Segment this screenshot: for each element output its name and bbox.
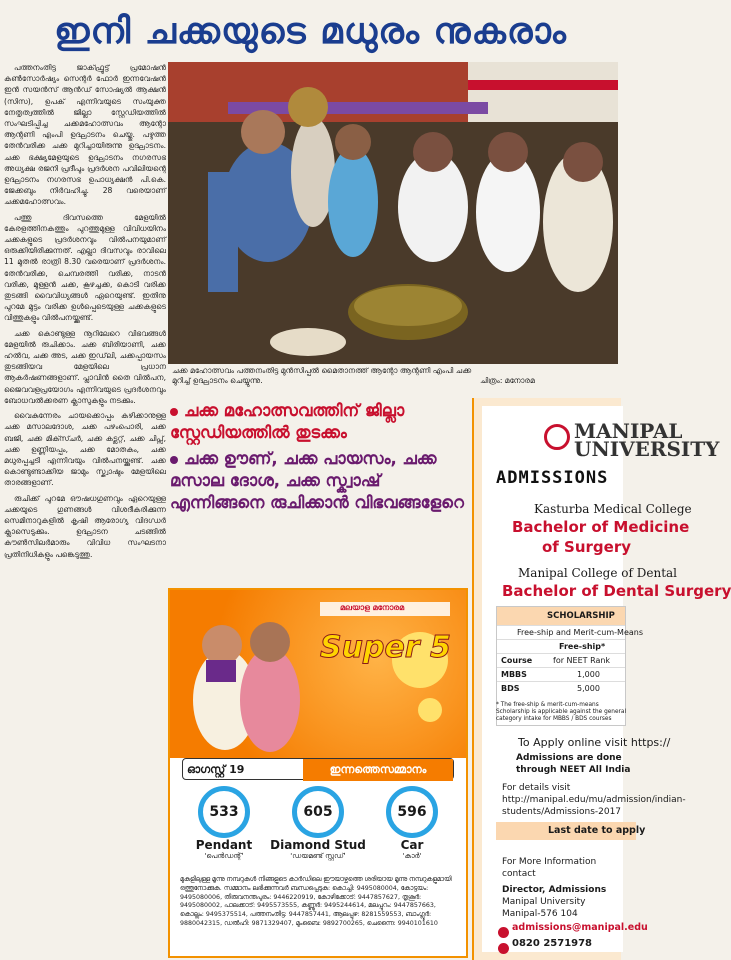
highlight-item [170, 400, 470, 444]
ad-addr-name: Director, Admissions [502, 885, 607, 895]
super5-date-bar [182, 758, 454, 780]
ad-addr-city: Manipal-576 104 [502, 909, 578, 919]
super5-prizes [170, 786, 466, 876]
table-row [497, 653, 625, 667]
super5-prize-title: ഇന്നത്തെസമ്മാനം [303, 759, 453, 781]
ad-note: * The free-ship & merit-cum-means Scholarship is applicable against the general category intake for MBBS / BDS courses [496, 702, 627, 722]
super5-date: ഓഗസ്റ്റ് 19 [187, 763, 245, 776]
row-label: MBBS [501, 670, 527, 679]
super5-banner [170, 590, 466, 758]
prize-item [268, 786, 368, 861]
photo-illustration [168, 62, 618, 364]
ad-logo-text: MANIPAL UNIVERSITY [574, 419, 720, 461]
ad-course-1: Bachelor of Medicine [512, 518, 690, 536]
ad-apply-online[interactable]: To Apply online visit https:// [518, 736, 671, 749]
prize-number: 605 [292, 786, 344, 838]
ad-panel [482, 406, 731, 952]
prize-name-ml: 'കാർ' [402, 852, 422, 860]
row-value: 5,000 [577, 684, 600, 693]
scholarship-subtitle: Free-ship and Merit-cum-Means [497, 625, 625, 639]
ad-course-1b: of Surgery [542, 538, 632, 556]
prize-item [174, 786, 274, 861]
highlights [170, 400, 470, 514]
photo-credit: ചിത്രം: മനോരമ [480, 376, 535, 385]
bullet-dot-icon [170, 456, 178, 464]
prize-item [362, 786, 462, 861]
ad-college-2: Manipal College of Dental [518, 566, 678, 580]
highlight-text: ചക്ക മഹോത്സവത്തിന് ജില്ലാ സ്റ്റേഡിയത്തിൽ തുടക്കം [170, 401, 405, 442]
prize-number: 533 [198, 786, 250, 838]
ad-headline: ADMISSIONS [496, 468, 609, 488]
ad-college-1: Kasturba Medical College [534, 502, 692, 516]
news-photo [168, 62, 618, 364]
scholarship-col-head: Free-ship* [497, 639, 625, 653]
article-paragraph: ചക്ക കൊണ്ടുള്ള നൂറിലേറെ വിഭവങ്ങൾ മേളയിൽ രുചിക്കാം. ചക്ക ബിരിയാണി, ചക്ക ഹൽവ, ചക്ക അട, ചക്ക ഇഡ്‌ലി, ചക്കപ്പായസം തുടങ്ങിയവ മേളയിലെ പ്രധാന ആകർഷണങ്ങളാണ്. പ്ലാവിൻ തൈ വിൽപന, ജൈവവളപ്രയോഗം എന്നിവയുടെ പ്രദർശനവും ബോധവൽക്കരണ ക്ലാസുകളും നടക്കും. [4, 328, 166, 405]
scholarship-title: SCHOLARSHIP [497, 607, 625, 625]
prize-name: Diamond Stud [270, 838, 366, 852]
ad-phone: 0820 2571978 [512, 938, 593, 949]
ad-address [502, 884, 632, 920]
ad-addr-org: Manipal University [502, 897, 586, 907]
ad-contact-head: For More Information contact [502, 857, 597, 879]
article-body [4, 62, 166, 958]
super5-fine-print: മുകളിലുള്ള മൂന്നു നമ്പറുകൾ നിങ്ങളുടെ കാർഡിലെ ഈയാഴ്ചത്തെ ശരിയായ മൂന്നു നമ്പറുകളുമായി ഒത്തുനോക്കുക. സമ്മാനം ലഭിക്കുന്നവർ ബന്ധപ്പെടുക: കൊച്ചി: 9495080004, കോട്ടയം: 9495080006, തിരുവനന്തപുരം: 9446220919, കോഴിക്കോട്: 9447857627, തൃശൂർ: 9495080002, പാലക്കാട്: 9495573555, കണ്ണൂർ: 9495244614, മലപ്പുറം: 9447857663, കൊല്ലം: 9495375514, പത്തനംതിട്ട: 9447857441, ആലപ്പുഴ: 8281559553, ബാംഗ്ലൂർ: 9880042315, ഡൽഹി: 9871329407, മുംബൈ: 9892700265, ചെന്നൈ: 9940101610 [180, 876, 452, 927]
prize-name-ml: 'ഡയമണ്ട് സ്റ്റഡ്' [290, 852, 346, 860]
prize-number: 596 [386, 786, 438, 838]
article-paragraph: പത്തു ദിവസത്തെ മേളയിൽ കേരളത്തിനകത്തും പുറത്തുമുള്ള വിവിധയിനം ചക്കകളുടെ പ്രദർശനവും വിൽപനയുമാണ് ഒരുക്കിയിരിക്കുന്നത്. എല്ലാ ദിവസവും രാവിലെ 11 മുതൽ രാത്രി 8.30 വരെയാണ് പ്രദർശനം. തേൻവരിക്ക, ചെമ്പരത്തി വരിക്ക, നാടൻ വരിക്ക, മുള്ളൻ ചക്ക, കൂഴച്ചക്ക, കൊടി വരിക്ക തുടങ്ങി വൈവിധ്യങ്ങൾ ഏറെയുണ്ട്. ഇതിനു പുറമേ മുട്ടം വരിക്ക ഉൾപ്പെടെയുള്ള ചക്കകളുടെ വിത്തുകളും വിൽപനയ്ക്കുണ്ട്. [4, 212, 166, 323]
highlight-text: ചക്ക ഊണ്, ചക്ക പായസം, ചക്ക മസാല ദോശ, ചക്ക സ്ക്വാഷ് എന്നിങ്ങനെ രുചിക്കാൻ വിഭവങ്ങളേറെ [170, 449, 464, 512]
article-paragraph: രുചിക്ക് പുറമേ ഔഷധഗുണവും ഏറെയുള്ള ചക്കയുടെ ഗുണങ്ങൾ വിശദീകരിക്കുന്ന സെമിനാറുകളിൽ കൃഷി ആരോഗ്യ വിദഗ്ധർ ക്ലാസെടുക്കും. ഉദ്ഘാടന ചടങ്ങിൽ കൗൺസിലർമാരും വിവിധ സംഘടനാ പ്രതിനിധികളും പങ്കെടുത്തു. [4, 493, 166, 559]
table-row [497, 667, 625, 681]
super5-brand-small: മലയാള മനോരമ [340, 603, 405, 612]
highlight-item [170, 448, 470, 514]
super5-logo: Super 5 [320, 630, 451, 665]
ad-course-2: Bachelor of Dental Surgery [502, 582, 731, 600]
photo-caption: ചക്ക മഹോത്സവം പത്തനംതിട്ട മുൻസിപ്പൽ മൈതാനത്ത് ആന്റോ ആന്റണി എംപി ചക്ക മുറിച്ച് ഉദ്ഘാടനം ചെയ്യുന്നു. [172, 366, 472, 385]
ad-admission-info: Admissions are done through NEET All India [516, 753, 631, 775]
prize-name-ml: 'പെൻഡന്റ്' [204, 852, 244, 860]
manipal-logo-icon [544, 424, 570, 450]
page-headline: ഇനി ചക്കയുടെ മധുരം നുകരാം [54, 11, 567, 52]
super5-illustration [170, 590, 466, 758]
row-label: BDS [501, 684, 520, 693]
ad-email[interactable]: admissions@manipal.edu [512, 922, 648, 933]
ad-last-date: Last date to apply [496, 822, 636, 840]
prize-name: Car [400, 838, 424, 852]
article-paragraph: വൈകുന്നേരം ചായക്കൊപ്പം കഴിക്കാനുള്ള ചക്ക മസാലദോശ, ചക്ക പഴംപൊരി, ചക്ക ബജി, ചക്ക മിക്സ്ചർ, ചക്ക കട്ലറ്റ്, ചക്ക ചിപ്സ്, ചക്ക ഉണ്ണിയപ്പം, ചക്ക മോതകം, ചക്ക മധുരപ്പച്ചടി എന്നിവയും വിൽപനയ്ക്കുണ്ട്. ചക്ക കൊണ്ടുണ്ടാക്കിയ ജാമും സ്ക്വാഷും മേളയിലെ താരങ്ങളാണ്. [4, 411, 166, 488]
article-paragraph: പത്തനംതിട്ട ജാക്ഫ്രൂട്ട് പ്രമോഷൻ കൺസോർഷ്യം സെന്റർ ഫോർ ഇന്നവേഷൻ ഇൻ സയൻസ് ആൻഡ് സോഷ്യൽ ആക്ഷൻ (സിസ), ഉപക് എന്നിവയുടെ സംയുക്ത നേതൃത്വത്തിൽ ജില്ലാ സ്റ്റേഡിയത്തിൽ സംഘടിപ്പിച്ച ചക്കമഹോത്സവം ആന്റോ ആന്റണി എംപി ഉദ്ഘാടനം ചെയ്തു. പഴുത്ത തേൻവരിക്ക ചക്ക മുറിച്ചായിരുന്നു ഉദ്ഘാടനം. ചക്ക ഭക്ഷ്യമേളയുടെ ഉദ്ഘാടനം നഗരസഭ അധ്യക്ഷ രജനി പ്രദീപും പ്രദർശന പവിലിയന്റെ ഉദ്ഘാടനം നഗരസഭ ഉപാധ്യക്ഷൻ പി.കെ. ജേക്കബും നിർവഹിച്ചു. 28 വരെയാണ് ചക്കമഹോത്സവം. [4, 63, 166, 207]
row-value: for NEET Rank [553, 656, 611, 665]
row-value: 1,000 [577, 670, 600, 679]
super5-contest-box [168, 588, 468, 958]
table-row [497, 681, 625, 695]
manipal-ad [472, 398, 731, 960]
phone-icon [498, 939, 509, 958]
ad-web-link[interactable]: For details visit http://manipal.edu/mu/admission/indian-students/Admissions-2017 [502, 783, 686, 817]
row-label: Course [501, 656, 533, 665]
bullet-dot-icon [170, 408, 178, 416]
prize-name: Pendant [195, 838, 253, 852]
